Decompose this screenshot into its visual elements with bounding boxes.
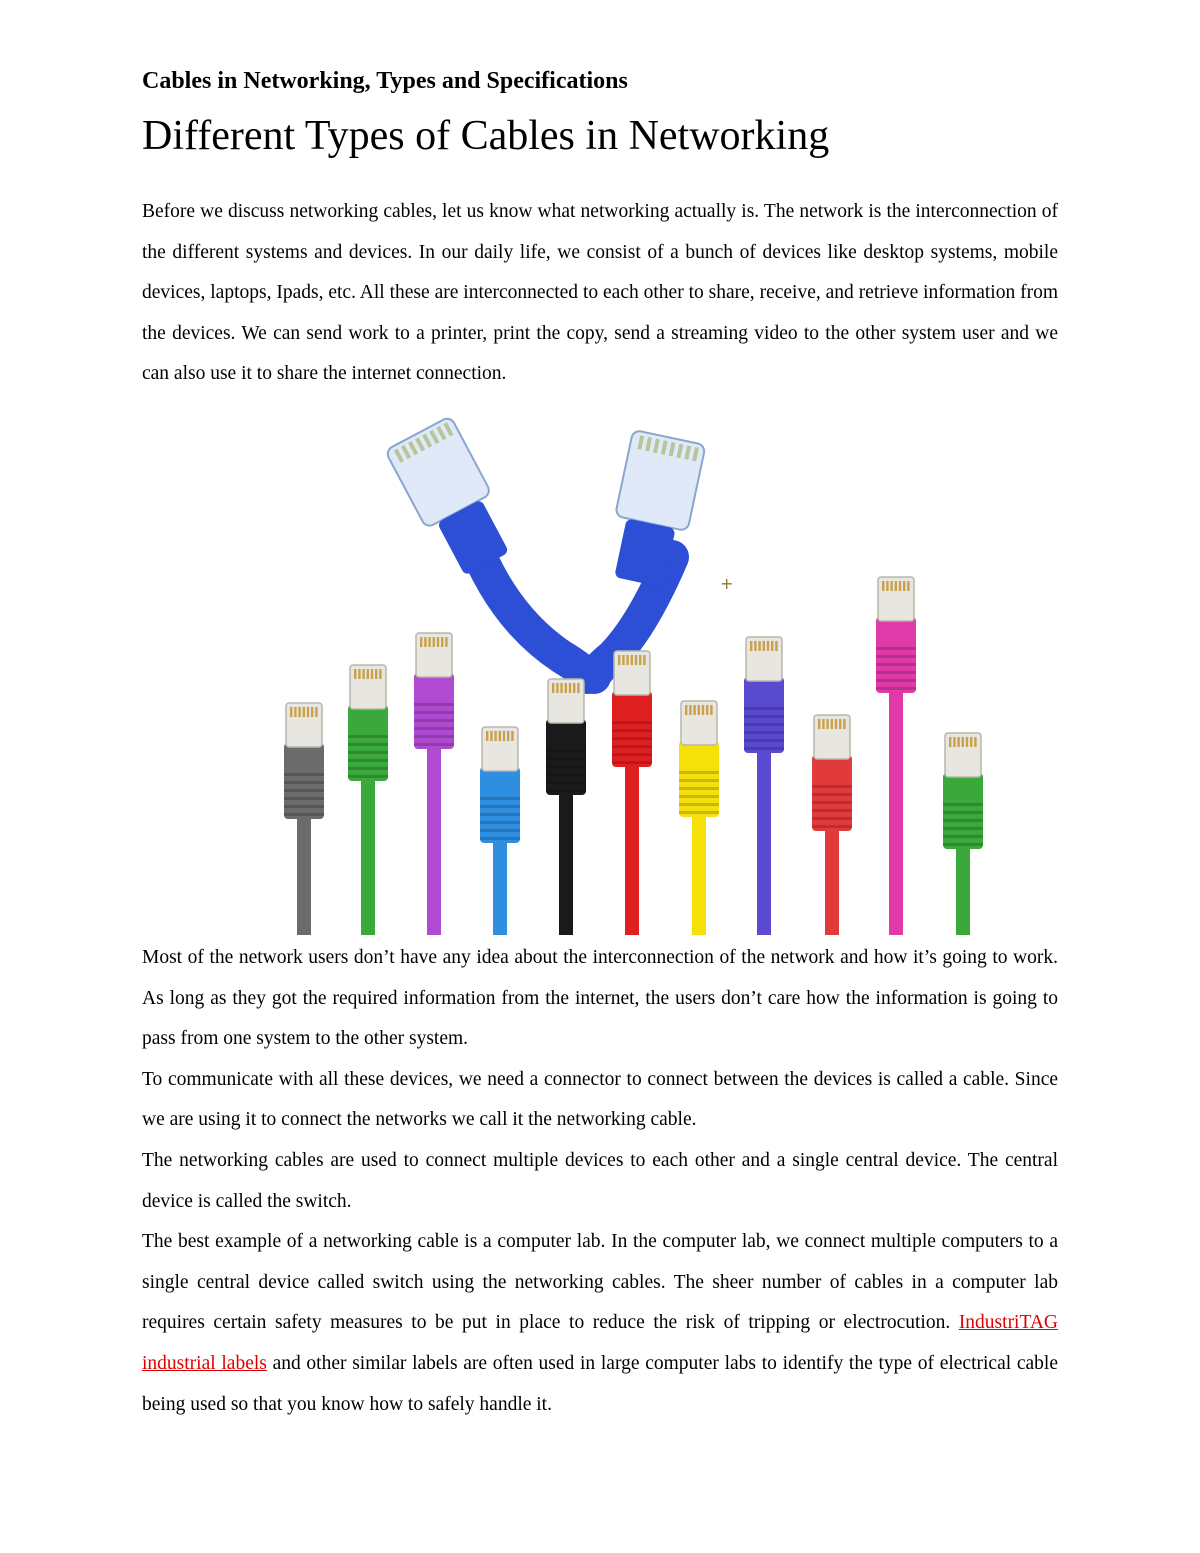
plus-marker: +: [720, 573, 734, 593]
patch-cable: [546, 679, 586, 935]
network-cables-illustration: [142, 407, 1058, 935]
network-cables-image: [142, 407, 1058, 935]
patch-cable: [480, 727, 520, 935]
industritag-labels-link[interactable]: IndustriTAG industrial labels: [142, 1312, 1058, 1374]
patch-cable: [348, 665, 388, 935]
document-title: Cables in Networking, Types and Specifications: [142, 68, 628, 94]
paragraph-switch: The networking cables are used to connect multiple devices to each other and a single central device. The central device is called the switch.: [142, 1149, 1058, 1212]
paragraph-connector: To communicate with all these devices, we need a connector to connect between the devices is called a cable. Since we are using it to connect the networks we call it the networking cable.: [142, 1068, 1058, 1131]
blue-cable-right: [594, 430, 706, 677]
patch-cable: [943, 733, 983, 935]
patch-cable: [284, 703, 324, 935]
patch-cable: [414, 633, 454, 935]
paragraph-lab-text: The best example of a networking cable is a computer lab. In the computer lab, we connect multiple computers to a single central device called switch using the networking cables. The sheer number of cables in a computer lab requires certain safety measures to be put in place to reduce the risk of tripping or electrocution.: [142, 1231, 1058, 1334]
patch-cable: [744, 637, 784, 935]
patch-cable: [812, 715, 852, 935]
intro-paragraph: Before we discuss networking cables, let us know what networking actually is. The network is the interconnection of the different systems and devices. In our daily life, we consist of a bunch of devices like desktop systems, mobile devices, laptops, Ipads, etc. All these are interconnected to each other to share, receive, and retrieve information from the devices. We can send work to a printer, print the copy, send a streaming video to the other system user and we can also use it to share the internet connection.: [142, 201, 1058, 385]
section-heading: Different Types of Cables in Networking: [142, 113, 830, 159]
patch-cable: [679, 701, 719, 935]
patch-cable: [876, 577, 916, 935]
paragraph-network-users: Most of the network users don’t have any idea about the interconnection of the network and how it’s going to work. As long as they got the required information from the internet, the users don’t care how the information is going to pass from one system to the other system.: [142, 946, 1058, 1050]
patch-cable: [612, 651, 652, 935]
paragraph-computer-lab: [142, 1222, 1058, 1425]
document-page: [142, 60, 1058, 1425]
paragraph-lab-text-end: and other similar labels are often used in large computer labs to identify the type of electrical cable being used so that you know how to safely handle it.: [142, 1352, 1058, 1415]
